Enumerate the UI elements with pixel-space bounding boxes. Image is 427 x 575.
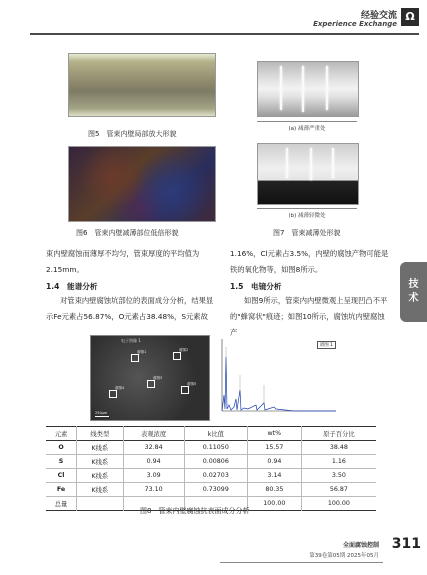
col-header-atomic: 原子百分比 [323,431,355,438]
table-row [46,469,376,483]
sem-point-1: 谱图1 [137,350,147,354]
heading-1-5: 1.5 电镜分析 [230,282,282,291]
figure-7b-photo [257,143,359,205]
sem-box-1 [131,354,139,362]
table-row [46,441,376,455]
cell: K线系 [77,441,123,455]
cell: 0.02703 [184,469,247,483]
figure-7-caption: 图7 管束减薄处形貌 [273,229,341,237]
cell: 100.00 [327,500,350,507]
left-paragraph-1: 束内壁腐蚀而薄厚不均匀，管束厚度的平均值为2.15mm。 [46,249,200,274]
figure-8-sem-image [90,335,210,421]
sem-box-5 [181,386,189,394]
cell: Cl [46,469,77,483]
cell: 总量 [46,497,77,511]
cell: K线系 [77,483,123,497]
cell: 38.48 [329,444,348,451]
figure-7a-photo [257,61,359,117]
cell: 32.84 [123,441,184,455]
figure-7b-label: (b) 减薄轻微处 [257,208,357,219]
cell: 100.00 [247,497,301,511]
table-row [46,455,376,469]
side-tab-char-1: 技 [408,279,419,290]
cell: K线系 [77,455,123,469]
section-side-tab [400,262,427,322]
cell: 3.50 [331,472,346,479]
cell: 3.09 [123,469,184,483]
spectrum-label: 谱图 1 [317,341,336,349]
cell: 0.00806 [184,455,247,469]
sem-box-3 [147,380,155,388]
side-tab-char-2: 术 [408,293,419,304]
cell: 15.57 [247,441,301,455]
figure-7a-label: (a) 减薄严重处 [257,121,357,132]
cell: K线系 [77,469,123,483]
element-composition-table [46,426,376,511]
table-row [46,483,376,497]
sem-scale-bar [95,416,109,417]
figure-8-caption: 图8 管束内壁腐蚀抗表面成分分析 [140,507,250,515]
cell: O [46,441,77,455]
cell [77,497,123,511]
sem-title: 电子图像 1 [121,338,141,343]
cell: 0.73099 [184,483,247,497]
section-title-cn: 经验交流 [360,11,397,21]
footer-rule [220,562,383,563]
cell: 3.14 [247,469,301,483]
col-header-element: 元素 [46,427,77,441]
sem-point-2: 谱图2 [179,348,189,352]
col-header-k-ratio: k比值 [184,427,247,441]
left-paragraph-2: 对管束内壁腐蚀坑部位的表面成分分析，结果显示Fe元素占56.87%，O元素占38.48%，S元素故 [46,296,214,321]
figure-8-eds-spectrum [214,335,340,417]
journal-name: 全面腐蚀控制 [342,542,379,549]
col-header-apparent-conc: 表观浓度 [123,427,184,441]
sem-point-3: 谱图3 [153,376,163,380]
sem-point-4: 谱图4 [115,386,125,390]
sem-box-2 [173,352,181,360]
figure-6-caption: 图6 管束内壁减薄部位低倍形貌 [76,229,179,237]
figure-5-caption: 图5 管束内壁局部放大形貌 [88,130,177,138]
cell: Fe [46,483,77,497]
col-header-line-type: 线类型 [77,427,123,441]
right-paragraph-1: 1.16%，Cl元素占3.5%，内壁的腐蚀产物可能是铁的氧化物等，如图8所示。 [230,249,389,274]
sem-box-4 [109,390,117,398]
figure-6-photo [68,146,216,222]
journal-logo-icon: Ω [401,8,419,26]
cell: 0.94 [247,455,301,469]
cell: 0.94 [123,455,184,469]
cell: S [46,455,77,469]
sem-point-5: 谱图5 [187,382,197,386]
sem-scale-label: 250μm [95,411,108,415]
figure-5-photo [68,53,216,117]
cell: 0.11050 [184,441,247,455]
page-number: 311 [391,536,421,552]
header-rule [30,33,419,35]
cell: 1.16 [331,458,346,465]
right-paragraph-2: 如图9所示，管束内内壁微观上呈现凹凸不平的"蜂窝状"痕迹；如图10所示，腐蚀坑内壁腐蚀产 [230,296,388,337]
cell: 73.10 [123,483,184,497]
journal-issue: 第39卷第05期 2025年05月 [309,553,379,559]
cell: 56.87 [329,486,348,493]
cell: 80.35 [247,483,301,497]
table-header-row [46,427,376,441]
section-title-en: Experience Exchange [313,20,397,28]
heading-1-4: 1.4 能谱分析 [46,282,98,291]
col-header-wt: wt% [247,427,301,441]
